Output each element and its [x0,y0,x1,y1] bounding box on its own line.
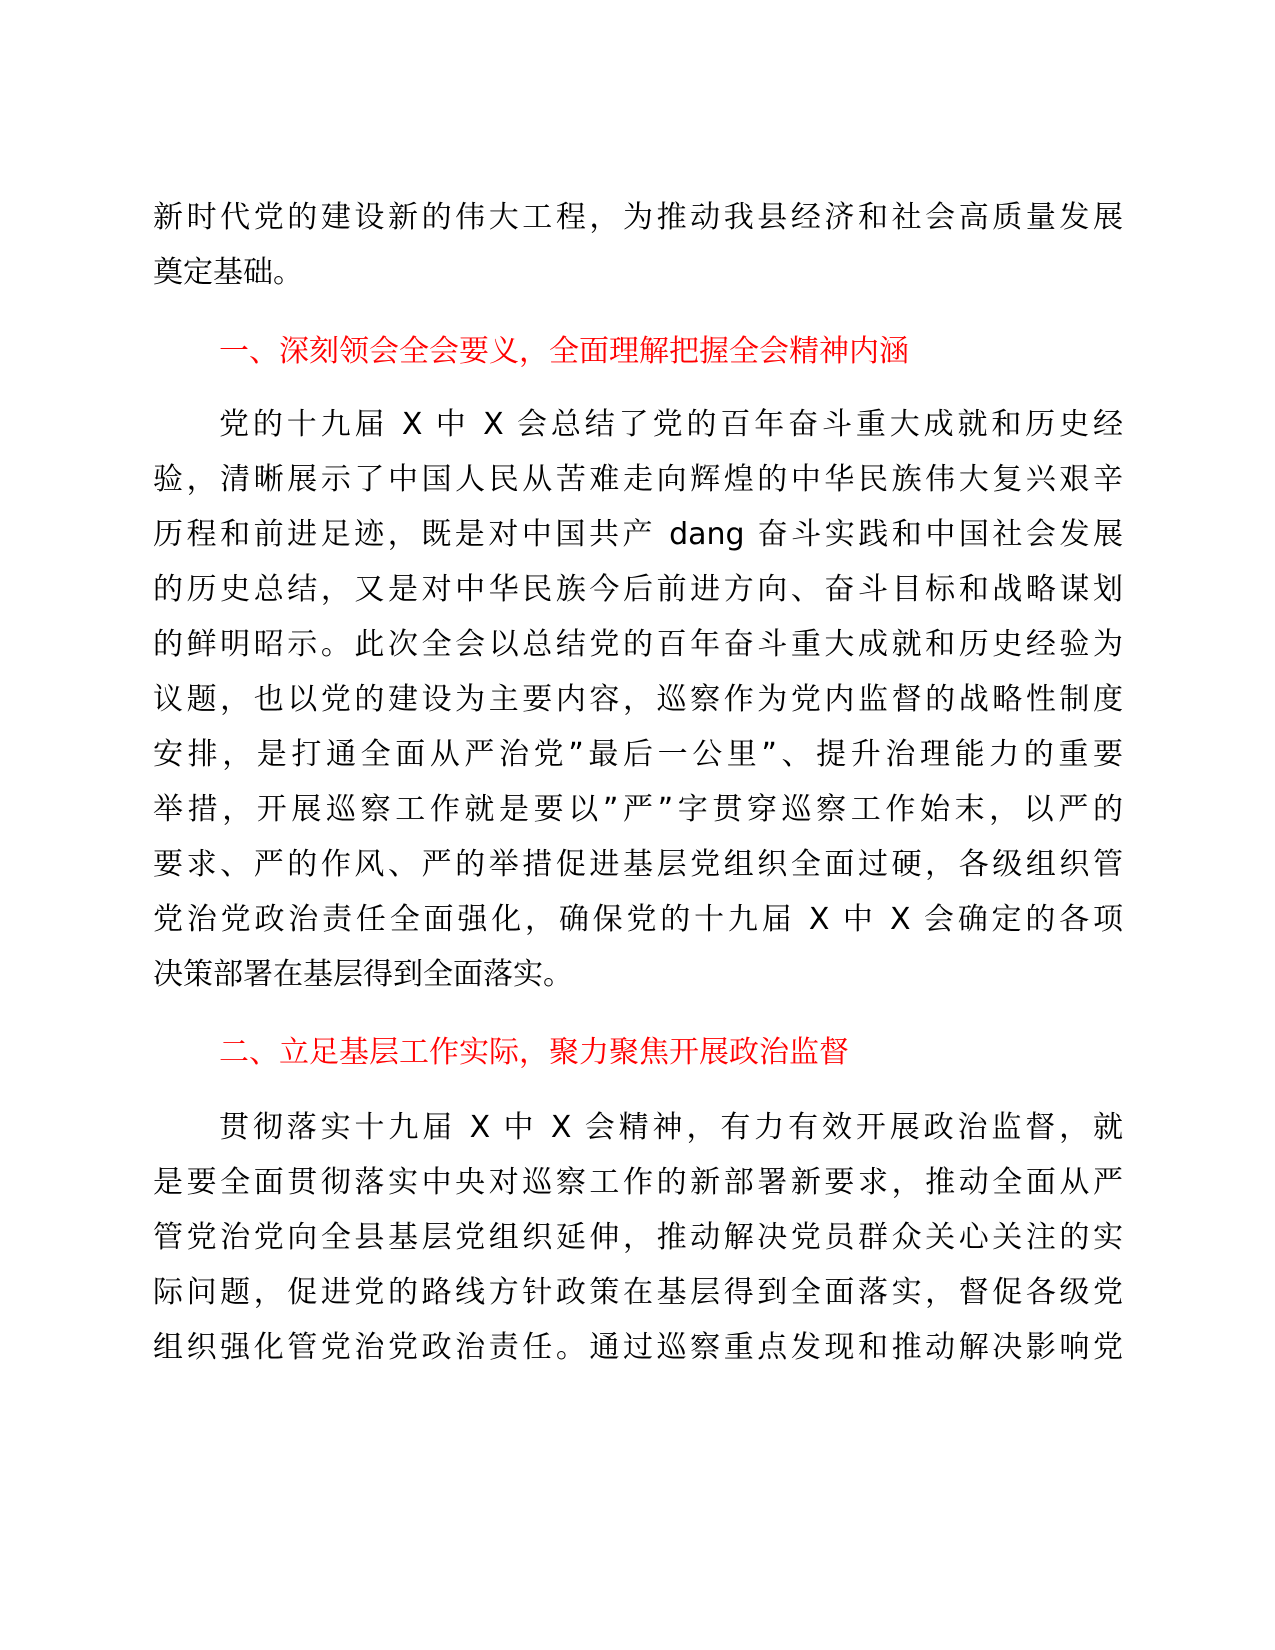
paragraph-line: 的鲜明昭示。此次全会以总结党的百年奋斗重大成就和历史经验为 [153,627,1123,662]
paragraph-line: 的历史总结，又是对中华民族今后前进方向、奋斗目标和战略谋划 [153,572,1123,607]
paragraph-line: 举措，开展巡察工作就是要以”严”字贯穿巡察工作始末，以严的 [153,792,1123,827]
paragraph-line: 安排，是打通全面从严治党”最后一公里”、提升治理能力的重要 [153,737,1123,772]
paragraph-line: 党的十九届 X 中 X 会总结了党的百年奋斗重大成就和历史经 [219,407,1123,442]
paragraph-line: 贯彻落实十九届 X 中 X 会精神，有力有效开展政治监督，就 [219,1110,1123,1145]
paragraph-line: 党治党政治责任全面强化，确保党的十九届 X 中 X 会确定的各项 [153,902,1123,937]
paragraph-line: 决策部署在基层得到全面落实。 [153,957,573,992]
section-heading-1: 一、深刻领会全会要义，全面理解把握全会精神内涵 [219,334,909,369]
paragraph-line: 际问题，促进党的路线方针政策在基层得到全面落实，督促各级党 [153,1275,1123,1310]
paragraph-line: 要求、严的作风、严的举措促进基层党组织全面过硬，各级组织管 [153,847,1123,882]
paragraph-line: 验，清晰展示了中国人民从苦难走向辉煌的中华民族伟大复兴艰辛 [153,462,1123,497]
intro-line: 新时代党的建设新的伟大工程，为推动我县经济和社会高质量发展 [153,200,1123,235]
section-heading-2: 二、立足基层工作实际，聚力聚焦开展政治监督 [219,1035,849,1070]
paragraph-line: 是要全面贯彻落实中央对巡察工作的新部署新要求，推动全面从严 [153,1165,1123,1200]
paragraph-line: 组织强化管党治党政治责任。通过巡察重点发现和推动解决影响党 [153,1330,1123,1365]
paragraph-line: 管党治党向全县基层党组织延伸，推动解决党员群众关心关注的实 [153,1220,1123,1255]
intro-line: 奠定基础。 [153,255,303,290]
paragraph-line: 历程和前进足迹，既是对中国共产 dang 奋斗实践和中国社会发展 [153,517,1123,552]
paragraph-line: 议题，也以党的建设为主要内容，巡察作为党内监督的战略性制度 [153,682,1123,717]
